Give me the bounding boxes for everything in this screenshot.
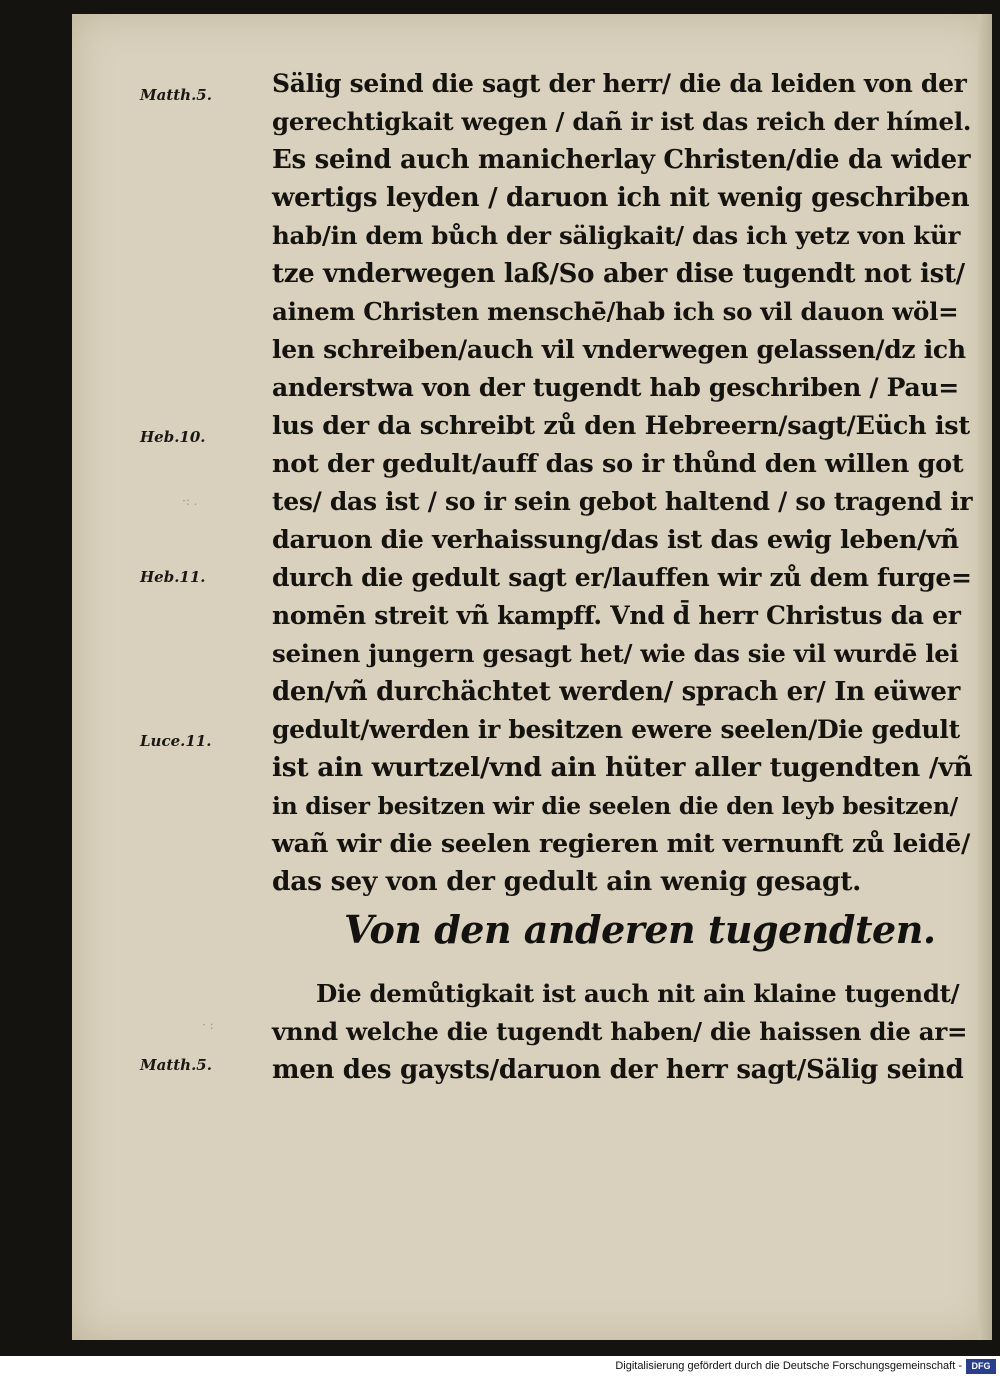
margin-note-luce-11: Luce.11. xyxy=(140,732,212,750)
margin-note-heb-10: Heb.10. xyxy=(140,428,206,446)
margin-note-heb-11: Heb.11. xyxy=(140,568,206,586)
text-line: len schreiben/auch vil vnderwegen gelassen/dz ich xyxy=(272,335,966,364)
text-line: tes/ das ist / so ir sein gebot haltend / so tragend ir xyxy=(272,487,973,516)
funding-credit: Digitalisierung gefördert durch die Deutsche Forschungsgemeinschaft - xyxy=(615,1360,962,1372)
text-line: Es seind auch manicherlay Christen/die da wider xyxy=(272,145,971,175)
text-line: seinen jungern gesagt het/ wie das sie vil wurdē lei xyxy=(272,639,959,668)
ink-smudge: · : xyxy=(202,1018,214,1032)
text-line: tze vnderwegen laß/So aber dise tugendt not ist/ xyxy=(272,259,965,289)
text-line: ist ain wurtzel/vnd ain hüter aller tugendten /vñ xyxy=(272,752,973,783)
text-line: daruon die verhaissung/das ist das ewig leben/vñ xyxy=(272,525,959,555)
text-line: durch die gedult sagt er/lauffen wir zů dem furge= xyxy=(272,563,972,592)
margin-note-matth-5: Matth.5. xyxy=(140,86,212,104)
text-line: wertigs leyden / daruon ich nit wenig geschriben xyxy=(272,183,970,213)
text-line: ainem Christen menschē/hab ich so vil dauon wöl= xyxy=(272,297,959,326)
text-line: men des gaysts/daruon der herr sagt/Sälig seind xyxy=(272,1055,964,1085)
text-line: in diser besitzen wir die seelen die den leyb besitzen/ xyxy=(272,792,958,820)
book-page xyxy=(72,14,992,1340)
text-line: den/vñ durchächtet werden/ sprach er/ In eüwer xyxy=(272,677,961,707)
text-line: not der gedult/auff das so ir thůnd den willen got xyxy=(272,449,964,479)
ink-smudge: ·: . xyxy=(182,494,198,508)
page-edge xyxy=(978,14,992,1340)
text-line: gedult/werden ir besitzen ewere seelen/Die gedult xyxy=(272,715,960,744)
text-line: Die demůtigkait ist auch nit ain klaine tugendt/ xyxy=(316,979,960,1008)
text-line: vnnd welche die tugendt haben/ die haissen die ar= xyxy=(272,1017,968,1046)
text-line: gerechtigkait wegen / dañ ir ist das reich der hímel. xyxy=(272,107,972,136)
dfg-logo: DFG xyxy=(966,1359,996,1374)
text-line: wañ wir die seelen regieren mit vernunft zů leidē/ xyxy=(272,829,970,859)
text-line: Sälig seind die sagt der herr/ die da leiden von der xyxy=(272,69,967,98)
text-line: nomēn streit vñ kampff. Vnd d̄ herr Christus da er xyxy=(272,601,961,630)
margin-note-matth-5-b: Matth.5. xyxy=(140,1056,212,1074)
text-line: lus der da schreibt zů den Hebreern/sagt/Eüch ist xyxy=(272,411,970,441)
text-line: das sey von der gedult ain wenig gesagt. xyxy=(272,866,862,897)
footer-bar xyxy=(0,1356,1000,1378)
text-line: hab/in dem bůch der säligkait/ das ich yetz von kür xyxy=(272,221,961,250)
text-line: anderstwa von der tugendt hab geschriben / Pau= xyxy=(272,373,959,402)
section-heading: Von den anderen tugendten. xyxy=(344,907,936,952)
